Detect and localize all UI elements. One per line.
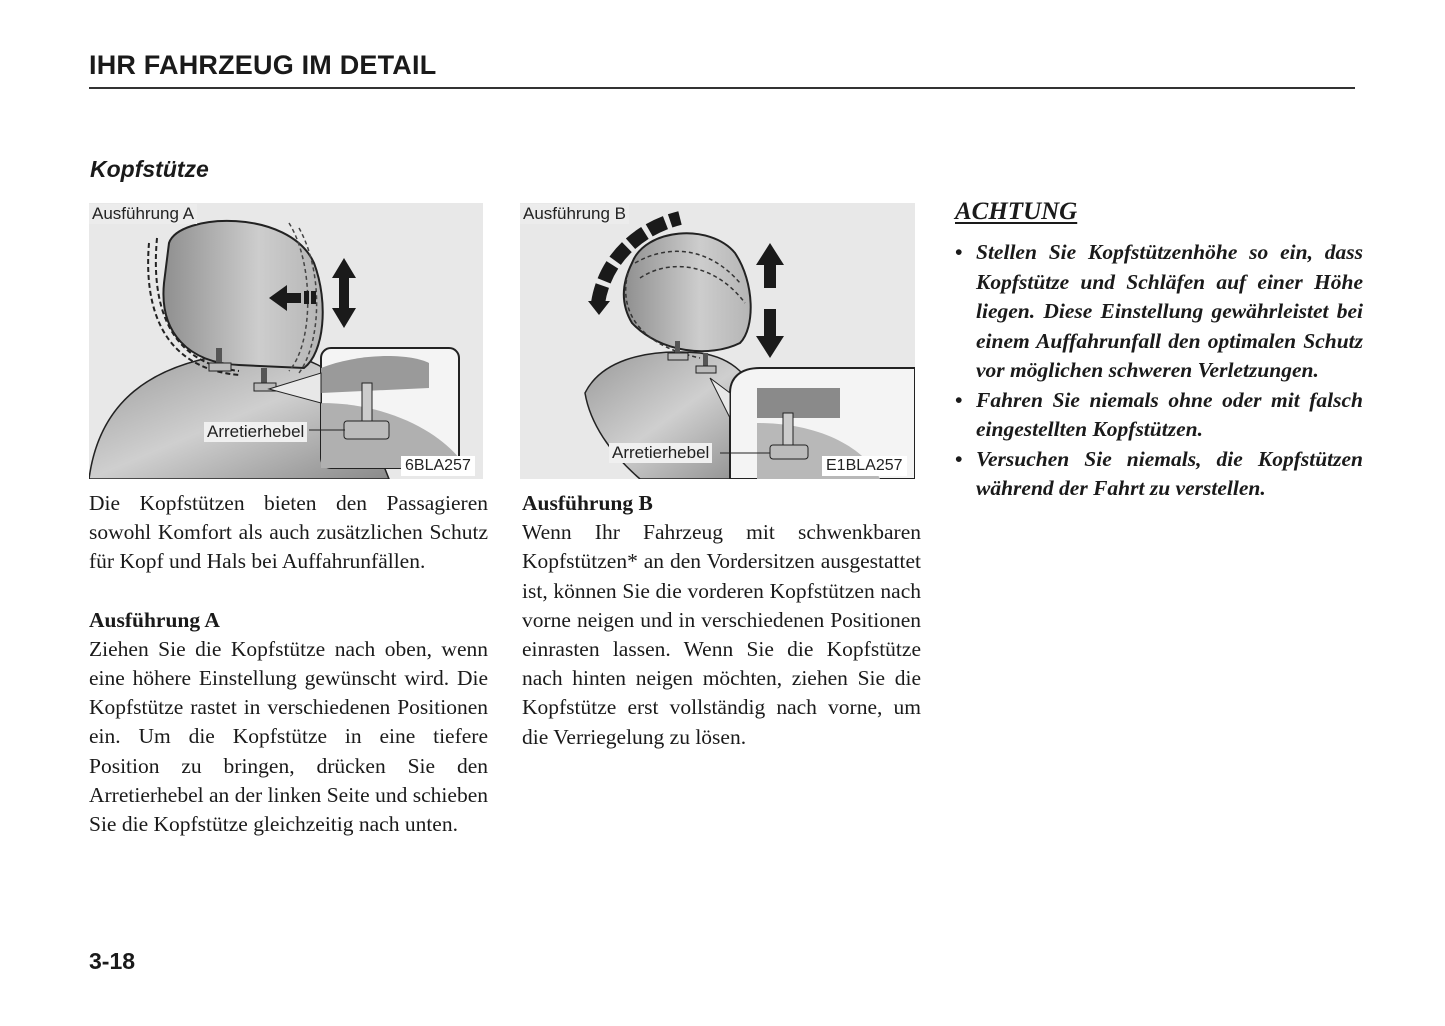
section-title: Kopfstütze (90, 156, 209, 182)
warning-list (955, 238, 1363, 504)
arrow-up-icon (756, 243, 784, 288)
callout-label: Arretierhebel (204, 422, 307, 442)
figure-headrest-b (520, 203, 915, 479)
warning-item: • Stellen Sie Kopfstützenhöhe so ein, dass Kopfstütze und Schläfen auf einer Höhe liegen. Diese Einstellung gewährleistet bei einem Auffahrunfall den optimalen Schutz vor möglichen schweren Verletzungen. (955, 240, 1363, 382)
figure-label: Ausführung A (89, 204, 197, 224)
figure-code: E1BLA257 (822, 456, 907, 476)
warning-section (955, 196, 1363, 504)
column-b (522, 489, 921, 752)
bullet-icon: • (955, 387, 963, 412)
arrow-down-icon (756, 309, 784, 358)
subheading-ausfuehrung-a: Ausführung A (89, 607, 220, 632)
intro-paragraph: Die Kopfstützen bieten den Passagieren sowohl Komfort als auch zusätzlichen Schutz für Kopf und Hals bei Auffahrunfällen. (89, 491, 488, 574)
bullet-icon: • (955, 240, 963, 264)
figure-headrest-a (89, 203, 483, 479)
figure-code: 6BLA257 (401, 456, 475, 476)
page-number: 3-18 (89, 948, 136, 974)
tilt-arrow-icon (588, 301, 610, 315)
callout-label: Arretierhebel (609, 443, 712, 463)
page-header-title: IHR FAHRZEUG IM DETAIL (89, 50, 437, 80)
paragraph-ausfuehrung-a: Ziehen Sie die Kopfstütze nach oben, wenn eine höhere Einstellung gewünscht wird. Die Kopfstütze rastet in verschiedenen Positionen ein. Um die Kopfstütze in eine tiefere Position zu bringen, drücken Sie den Arretierhebel an der linken Seite und schieben Sie die Kopfstütze gleichzeitig nach unten. (89, 636, 488, 837)
subheading-ausfuehrung-b: Ausführung B (522, 491, 653, 515)
headrest-b-illustration (520, 203, 915, 479)
warning-title: ACHTUNG (955, 198, 1078, 225)
warning-item: • Fahren Sie niemals ohne oder mit falsch eingestellten Kopfstützen. (955, 387, 1363, 441)
paragraph-ausfuehrung-b: Wenn Ihr Fahrzeug mit schwenkbaren Kopfstützen* an den Vordersitzen ausgestattet ist, können Sie die vorderen Kopfstützen nach vorne neigen und in verschiedenen Positionen einrasten lassen. Wenn Sie die Kopfstütze nach hinten neigen möchten, ziehen Sie die Kopfstütze erst vollständig nach vorne, um die Verriegelung zu lösen. (522, 520, 921, 749)
arrow-down-icon (332, 291, 356, 328)
arrow-up-icon (332, 258, 356, 296)
header-divider (89, 87, 1355, 89)
figure-label: Ausführung B (520, 204, 629, 224)
column-a (89, 489, 488, 839)
warning-item: • Versuchen Sie niemals, die Kopfstützen während der Fahrt zu verstellen. (955, 446, 1363, 500)
bullet-icon: • (955, 446, 963, 471)
